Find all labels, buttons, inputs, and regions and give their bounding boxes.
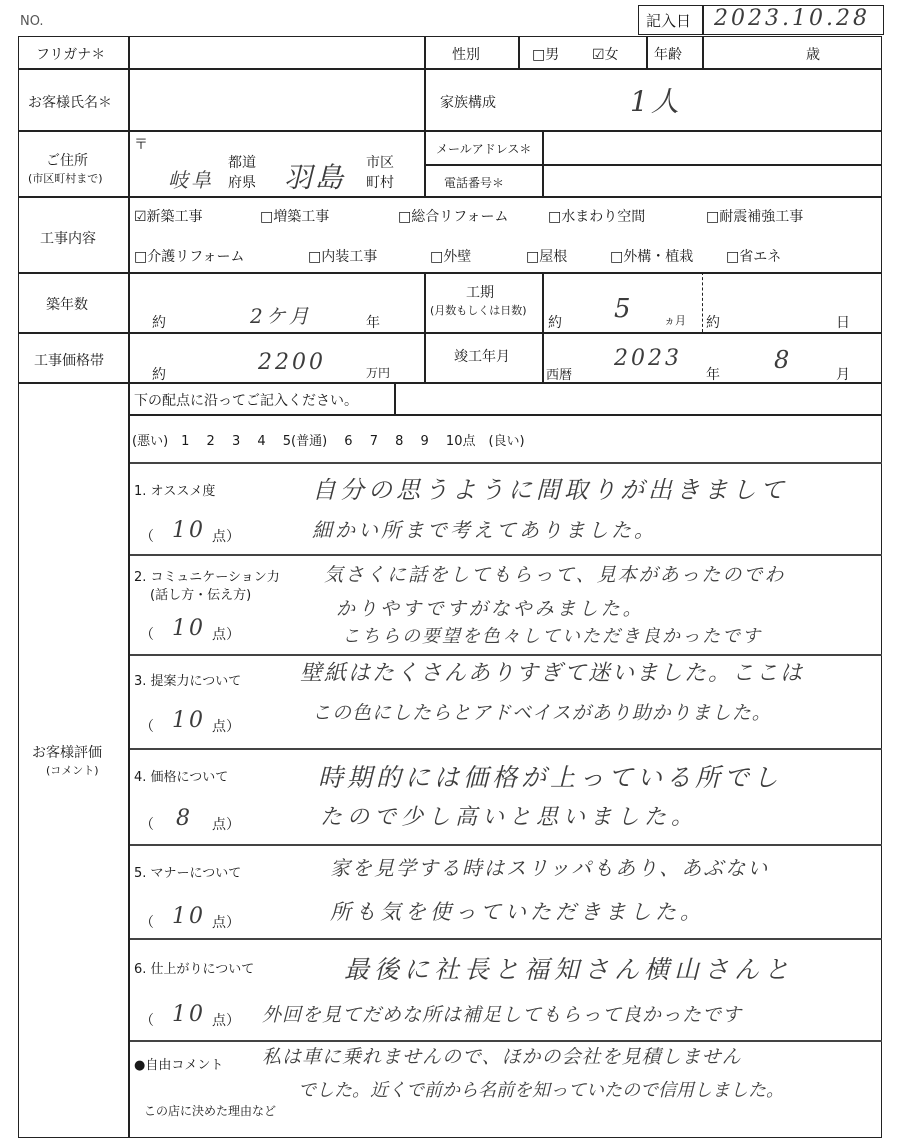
furigana-input[interactable] — [132, 40, 420, 66]
completion-month-value[interactable]: 8 — [774, 346, 793, 374]
eval-proposal-comment-1[interactable]: 壁紙はたくさんありすぎて迷いました。ここは — [300, 661, 805, 686]
email-input[interactable] — [546, 134, 878, 162]
eval-finish-score[interactable]: 10 — [172, 1002, 206, 1027]
phone-label: 電話番号＊ — [444, 176, 505, 190]
date-value[interactable]: 2023.10.28 — [714, 6, 870, 31]
period-months-value[interactable]: 5 — [614, 294, 634, 324]
date-label: 記入日 — [646, 12, 692, 30]
work-water-area-checkbox[interactable]: □水まわり空間 — [548, 209, 646, 225]
eval-price-comment-1[interactable]: 時期的には価格が上っている所でし — [318, 763, 783, 792]
work-landscape-checkbox[interactable]: □外構・植栽 — [610, 249, 694, 265]
work-general-reform-checkbox[interactable]: □総合リフォーム — [398, 209, 509, 225]
eval-price-score-close: 点） — [212, 817, 240, 833]
work-new-build-checkbox[interactable]: ☑新築工事 — [134, 209, 203, 225]
period-days-unit: 日 — [836, 315, 850, 331]
work-interior-checkbox[interactable]: □内装工事 — [308, 249, 378, 265]
free-comment-sub: この店に決めた理由など — [144, 1104, 277, 1118]
eval-price-score[interactable]: 8 — [176, 806, 193, 831]
free-comment-title: ●自由コメント — [134, 1058, 224, 1073]
prefecture-label-top: 都道 — [228, 155, 256, 171]
eval-manner-score-open: （ — [140, 915, 154, 931]
city-value[interactable]: 羽島 — [284, 161, 347, 194]
price-value[interactable]: 2200 — [258, 350, 326, 375]
eval-price-title: 4. 価格について — [134, 770, 229, 785]
period-prefix-months: 約 — [548, 315, 562, 331]
eval-price-comment-2[interactable]: たので少し高いと思いました。 — [320, 805, 699, 830]
building-age-label: 築年数 — [46, 297, 88, 313]
email-label: メールアドレス＊ — [436, 142, 532, 156]
eval-manner-comment-2[interactable]: 所も気を使っていただきました。 — [330, 900, 705, 924]
evaluation-instruction: 下の配点に沿ってご記入ください。 — [134, 393, 358, 409]
eval-communication-score-close: 点） — [212, 627, 240, 643]
eval-proposal-comment-2[interactable]: この色にしたらとアドベイスがあり助かりました。 — [312, 702, 772, 724]
family-label: 家族構成 — [440, 95, 496, 111]
work-exterior-wall-checkbox[interactable]: □外壁 — [430, 249, 472, 265]
eval-manner-comment-1[interactable]: 家を見学する時はスリッパもあり、あぶない — [330, 856, 770, 880]
age-label: 年齢 — [654, 47, 682, 63]
eval-proposal-title: 3. 提案力について — [134, 674, 242, 689]
price-range-label: 工事価格帯 — [34, 353, 104, 369]
price-unit: 万円 — [366, 366, 391, 380]
prefecture-label-bottom: 府県 — [228, 175, 256, 191]
eval-finish-score-close: 点） — [212, 1013, 240, 1029]
eval-proposal-score[interactable]: 10 — [172, 708, 206, 733]
completion-month-unit: 月 — [836, 367, 850, 383]
work-seismic-checkbox[interactable]: □耐震補強工事 — [706, 209, 804, 225]
eval-finish-comment-2[interactable]: 外回を見てだめな所は補足してもらって良かったです — [262, 1004, 743, 1026]
eval-finish-comment-1[interactable]: 最後に社長と福知さん横山さんと — [344, 955, 795, 984]
building-age-unit: 年 — [366, 315, 380, 331]
address-label: ご住所 — [46, 153, 88, 169]
gender-female-checkbox[interactable]: ☑女 — [592, 47, 619, 63]
free-comment-1[interactable]: 私は車に乗れませんので、ほかの会社を見積しません — [262, 1046, 742, 1068]
customer-name-label: お客様氏名＊ — [28, 95, 112, 111]
eval-communication-sub: (話し方・伝え方) — [150, 588, 252, 603]
building-age-value[interactable]: 2ケ月 — [250, 304, 312, 328]
eval-communication-score-open: （ — [140, 627, 154, 643]
eval-communication-comment-2[interactable]: かりやすですがなやみました。 — [336, 598, 645, 620]
work-extension-checkbox[interactable]: □増築工事 — [260, 209, 330, 225]
completion-year-value[interactable]: 2023 — [614, 346, 682, 371]
eval-finish-title: 6. 仕上がりについて — [134, 962, 255, 977]
eval-price-score-open: （ — [140, 817, 154, 833]
age-unit: 歳 — [806, 47, 820, 63]
phone-input[interactable] — [546, 168, 878, 194]
eval-proposal-score-open: （ — [140, 719, 154, 735]
evaluation-label: お客様評価 — [32, 745, 102, 761]
completion-year-unit: 年 — [706, 367, 720, 383]
period-sub-label: (月数もしくは日数) — [430, 304, 527, 317]
eval-recommend-score-close: 点） — [212, 529, 240, 545]
period-prefix-days: 約 — [706, 315, 720, 331]
period-label: 工期 — [466, 285, 494, 301]
eval-recommend-comment-1[interactable]: 自分の思うように間取りが出きまして — [312, 476, 788, 504]
work-content-label: 工事内容 — [40, 231, 96, 247]
family-value[interactable]: 1人 — [630, 85, 682, 118]
eval-proposal-score-close: 点） — [212, 719, 240, 735]
evaluation-sub-label: (コメント) — [46, 764, 99, 777]
eval-manner-title: 5. マナーについて — [134, 866, 242, 881]
eval-communication-title: 2. コミュニケーション力 — [134, 570, 280, 585]
gender-label: 性別 — [452, 47, 480, 63]
eval-recommend-comment-2[interactable]: 細かい所まで考えてありました。 — [312, 518, 657, 542]
address-sub-label: (市区町村まで) — [28, 172, 103, 185]
eval-finish-score-open: （ — [140, 1013, 154, 1029]
eval-recommend-score[interactable]: 10 — [172, 518, 206, 543]
work-roof-checkbox[interactable]: □屋根 — [526, 249, 568, 265]
eval-recommend-score-open: （ — [140, 529, 154, 545]
eval-communication-comment-3[interactable]: こちらの要望を色々していただき良かったです — [342, 626, 762, 647]
form-number-label: NO. — [20, 14, 44, 29]
period-months-unit: ヵ月 — [664, 314, 686, 327]
eval-communication-comment-1[interactable]: 気さくに話をしてもらって、見本があったのでわ — [324, 564, 786, 586]
completion-era: 西暦 — [546, 368, 573, 383]
eval-manner-score-close: 点） — [212, 915, 240, 931]
prefecture-value[interactable]: 岐阜 — [168, 168, 214, 192]
building-age-prefix: 約 — [152, 315, 166, 331]
price-prefix: 約 — [152, 367, 166, 383]
completion-label: 竣工年月 — [454, 349, 510, 365]
eval-manner-score[interactable]: 10 — [172, 904, 206, 929]
city-label-top: 市区 — [366, 155, 394, 171]
score-scale: (悪い) 1 2 3 4 5(普通) 6 7 8 9 10点 (良い) — [132, 434, 525, 449]
city-label-bottom: 町村 — [366, 175, 394, 191]
work-energy-checkbox[interactable]: □省エネ — [726, 249, 782, 265]
postal-mark: 〒 — [134, 137, 148, 153]
eval-communication-score[interactable]: 10 — [172, 616, 206, 641]
eval-recommend-title: 1. オススメ度 — [134, 484, 216, 499]
customer-name-input[interactable] — [132, 72, 420, 126]
free-comment-2[interactable]: でした。近くで前から名前を知っていたので信用しました。 — [298, 1080, 784, 1101]
gender-male-checkbox[interactable]: □男 — [532, 47, 560, 63]
furigana-label: フリガナ＊ — [36, 47, 106, 63]
work-care-reform-checkbox[interactable]: □介護リフォーム — [134, 249, 245, 265]
